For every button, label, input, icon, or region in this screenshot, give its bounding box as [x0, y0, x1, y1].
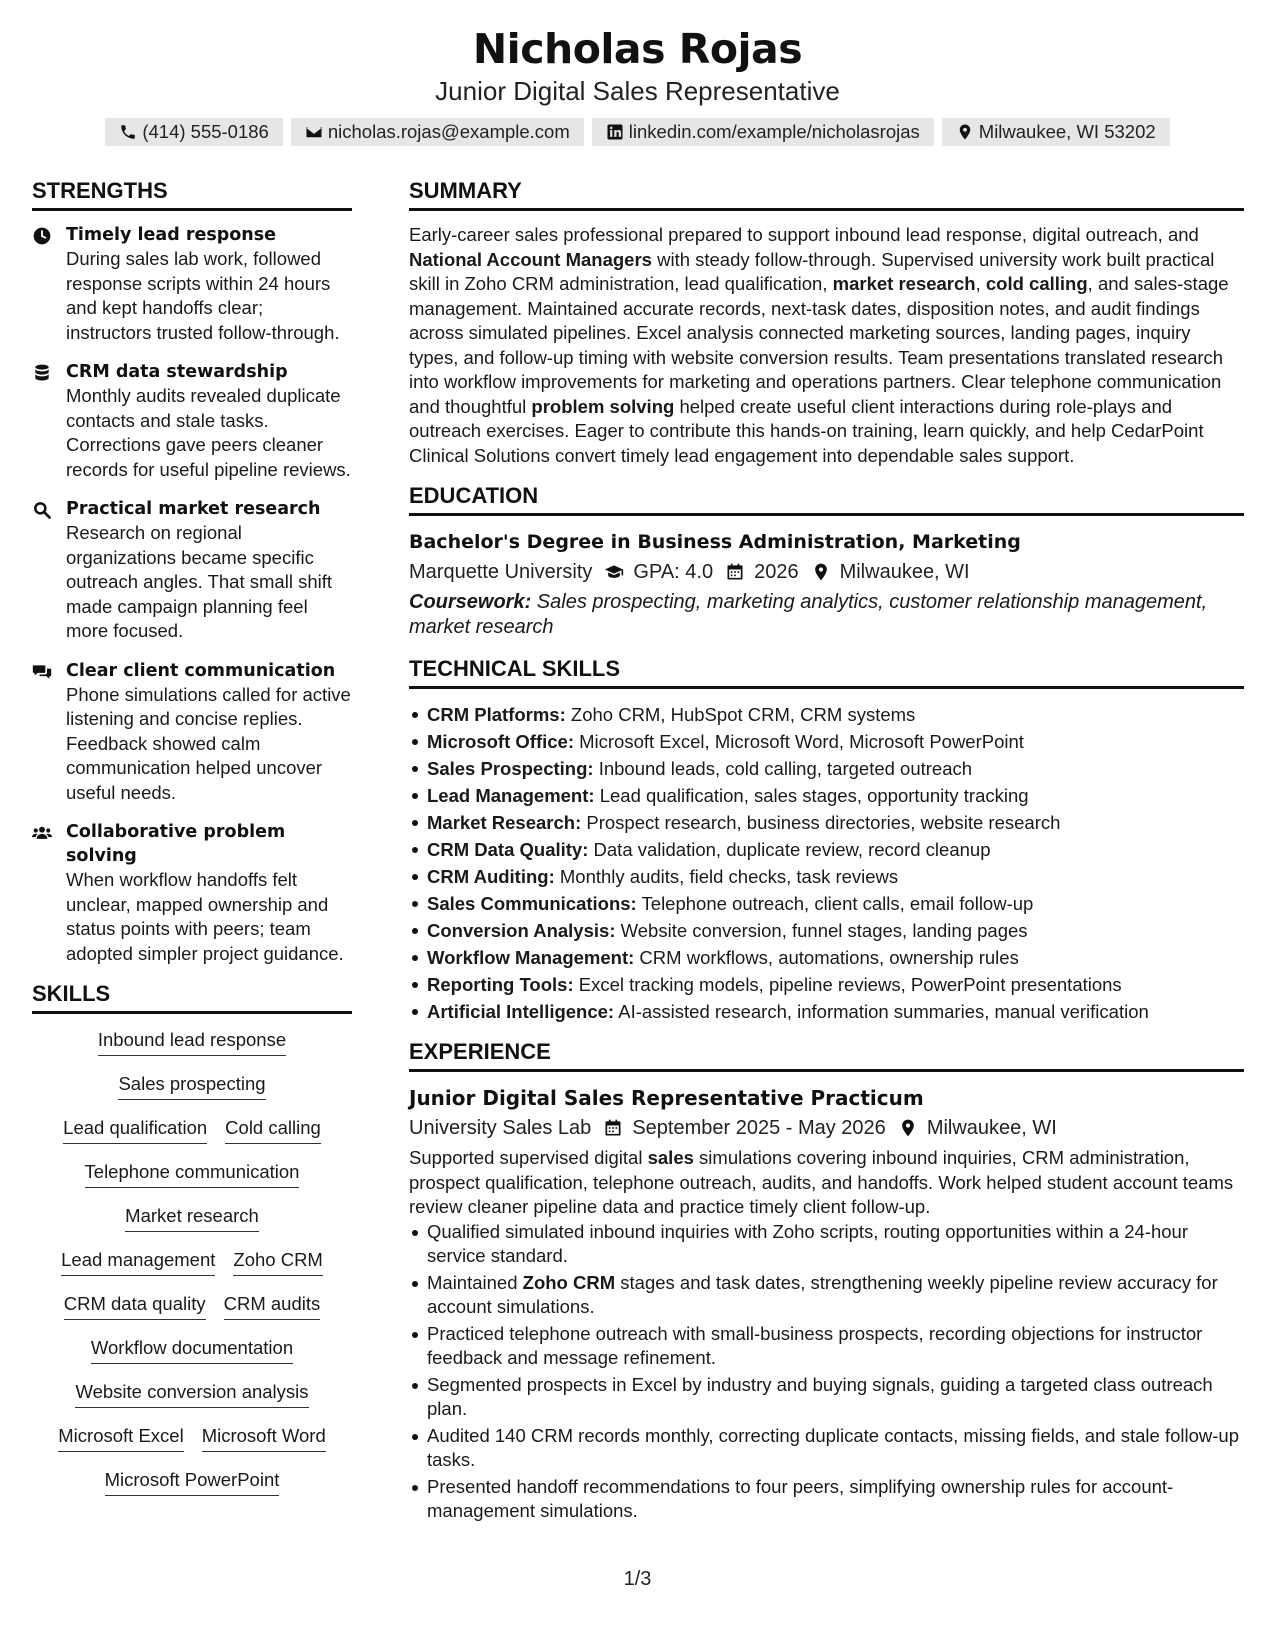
skill-tag: Website conversion analysis: [75, 1380, 308, 1408]
skill-tag: Workflow documentation: [91, 1336, 293, 1364]
strength-title: Timely lead response: [66, 225, 277, 245]
list-item: [409, 782, 1244, 809]
skills-heading: SKILLS: [32, 981, 352, 1014]
job-bullets: [409, 1220, 1244, 1524]
job-title: Junior Digital Sales Representative Practicum: [409, 1086, 924, 1110]
summary-seg: helped create useful client interactions during role-plays and outreach exercises. Eager to contribute this hands-on training, learn quickly, and help CedarPoint Clinical Solutions convert timely lead engagement into dependable sales support.: [409, 395, 1204, 466]
tech-label: Conversion Analysis:: [427, 920, 616, 941]
tech-value: CRM workflows, automations, ownership rules: [634, 947, 1019, 968]
list-item: [409, 809, 1244, 836]
skill-tag: Lead management: [61, 1248, 215, 1276]
bullet-seg: stages and task dates, strengthening weekly pipeline review accuracy for account simulations.: [427, 1271, 1218, 1317]
list-item: [409, 998, 1244, 1025]
tech-label: Microsoft Office:: [427, 731, 574, 752]
strength-item: [32, 497, 352, 644]
candidate-title: Junior Digital Sales Representative: [435, 76, 840, 106]
education-meta: [409, 556, 1244, 588]
list-item: [409, 728, 1244, 755]
skill-tag: Cold calling: [225, 1116, 321, 1144]
clock-icon: [32, 226, 52, 246]
tech-label: CRM Data Quality:: [427, 839, 589, 860]
contact-email[interactable]: [291, 118, 584, 146]
tech-value: Website conversion, funnel stages, landing pages: [615, 920, 1028, 941]
strength-item: [32, 659, 352, 806]
coursework-label: Coursework:: [409, 591, 532, 613]
linkedin-icon: [606, 123, 624, 141]
contact-bar: [0, 118, 1275, 146]
skill-tag: CRM audits: [224, 1292, 321, 1320]
desc-seg: simulations covering inbound inquiries, CRM administration, prospect qualification, telephone outreach, audits, and handoffs. Work helped student account teams review cleaner pipeline data and practice timely client follow-up.: [409, 1147, 1234, 1217]
strength-title: Collaborative problem solving: [66, 822, 286, 866]
degree-title: Bachelor's Degree in Business Administration, Marketing: [409, 531, 1021, 553]
bullet-seg: Audited 140 CRM records monthly, correcting duplicate contacts, missing fields, and stale follow-up tasks.: [427, 1424, 1239, 1470]
tech-value: Monthly audits, field checks, task reviews: [554, 866, 899, 887]
summary-seg: National Account Managers: [409, 248, 652, 270]
graduation-cap-icon: [604, 562, 624, 582]
summary-seg: Early-career sales professional prepared to support inbound lead response, digital outreach, and: [409, 224, 1199, 245]
strength-item: [32, 820, 352, 966]
tech-label: CRM Auditing:: [427, 866, 555, 887]
summary-seg: cold calling: [985, 273, 1088, 294]
tech-label: Workflow Management:: [427, 947, 635, 968]
skill-tag: CRM data quality: [64, 1292, 206, 1320]
tech-label: Reporting Tools:: [427, 974, 574, 995]
job-org: University Sales Lab: [409, 1117, 592, 1139]
coursework: [409, 590, 1244, 640]
search-icon: [32, 500, 52, 520]
strength-item: [32, 360, 352, 482]
contact-phone[interactable]: [105, 118, 283, 146]
tech-label: Market Research:: [427, 812, 582, 833]
phone-text: (414) 555-0186: [142, 121, 269, 142]
skill-tag: Sales prospecting: [118, 1072, 265, 1100]
skill-tag: Microsoft Word: [202, 1424, 326, 1452]
summary-heading: SUMMARY: [409, 178, 1244, 211]
tech-value: Inbound leads, cold calling, targeted outreach: [593, 758, 973, 779]
candidate-name: Nicholas Rojas: [472, 25, 803, 73]
tech-value: Excel tracking models, pipeline reviews, PowerPoint presentations: [573, 974, 1122, 995]
technical-skills-list: [409, 701, 1244, 1025]
left-column: [32, 178, 352, 1512]
envelope-icon: [305, 123, 323, 141]
school-name: Marquette University: [409, 561, 593, 583]
job-dates: September 2025 - May 2026: [632, 1117, 886, 1139]
summary-text: [409, 223, 1244, 468]
list-item: [409, 1220, 1244, 1269]
strength-desc: During sales lab work, followed response scripts within 24 hours and kept handoffs clear; instructors trusted follow-through.: [66, 248, 340, 343]
skill-tag: Zoho CRM: [233, 1248, 322, 1276]
map-pin-icon: [898, 1118, 918, 1138]
comments-icon: [32, 662, 52, 682]
database-icon: [32, 363, 52, 383]
job-description: [409, 1146, 1244, 1220]
tech-label: Lead Management:: [427, 785, 595, 806]
tech-value: Data validation, duplicate review, record cleanup: [588, 839, 991, 860]
list-item: [409, 1271, 1244, 1320]
calendar-icon: [725, 562, 745, 582]
list-item: [409, 971, 1244, 998]
experience-heading: EXPERIENCE: [409, 1039, 1244, 1072]
tech-label: Sales Prospecting:: [427, 758, 594, 779]
summary-seg: market research: [832, 273, 976, 294]
location-text: Milwaukee, WI 53202: [978, 121, 1156, 142]
tech-value: AI-assisted research, information summaries, manual verification: [614, 1001, 1149, 1022]
phone-icon: [119, 123, 137, 141]
coursework-text: Sales prospecting, marketing analytics, customer relationship management, market research: [409, 591, 1208, 638]
tech-label: Artificial Intelligence:: [427, 1001, 615, 1022]
list-item: [409, 944, 1244, 971]
tech-label: CRM Platforms:: [427, 704, 566, 725]
map-pin-icon: [811, 562, 831, 582]
strength-title: CRM data stewardship: [66, 362, 288, 382]
bullet-seg: Practiced telephone outreach with small-business prospects, recording objections for instructor feedback and message refinement.: [427, 1322, 1203, 1368]
contact-linkedin[interactable]: [592, 118, 934, 146]
bullet-seg: Presented handoff recommendations to four peers, simplifying ownership rules for account-management simulations.: [427, 1475, 1174, 1521]
summary-seg: problem solving: [531, 395, 675, 417]
bullet-seg: Qualified simulated inbound inquiries with Zoho scripts, routing opportunities within a 24-hour service standard.: [427, 1220, 1188, 1266]
skill-tag: Market research: [125, 1204, 259, 1232]
tech-value: Lead qualification, sales stages, opportunity tracking: [594, 785, 1029, 806]
tech-value: Microsoft Excel, Microsoft Word, Microsoft PowerPoint: [573, 731, 1024, 752]
list-item: [409, 836, 1244, 863]
bullet-seg: Maintained: [427, 1271, 523, 1293]
skill-tag: Microsoft PowerPoint: [105, 1468, 280, 1496]
page-number: 1/3: [623, 1568, 652, 1590]
list-item: [409, 863, 1244, 890]
email-text: nicholas.rojas@example.com: [327, 121, 570, 142]
list-item: [409, 701, 1244, 728]
list-item: [409, 755, 1244, 782]
right-column: [409, 178, 1244, 1526]
skills-list: [32, 1028, 352, 1512]
summary-seg: ,: [975, 273, 986, 294]
job-location: Milwaukee, WI: [926, 1117, 1057, 1139]
job-meta: [409, 1112, 1244, 1144]
graduation-year: 2026: [754, 561, 799, 583]
skill-tag: Microsoft Excel: [58, 1424, 183, 1452]
gpa-text: GPA: 4.0: [633, 561, 714, 583]
list-item: [409, 890, 1244, 917]
linkedin-text: linkedin.com/example/nicholasrojas: [628, 121, 920, 142]
tech-value: Zoho CRM, HubSpot CRM, CRM systems: [565, 704, 916, 725]
summary-seg: , and sales-stage management. Maintained accurate records, next-task dates, disposition notes, and audit findings across simulated pipelines. Excel analysis connected marketing sources, landing pages, inquiry types, and follow-up timing with website conversion results. Team presentations translated research into workflow improvements for marketing and operations partners. Clear telephone communication and thoughtful: [409, 273, 1229, 417]
bullet-seg: Zoho CRM: [522, 1271, 616, 1293]
calendar-icon: [603, 1118, 623, 1138]
strength-desc: Research on regional organizations became specific outreach angles. That small shift made campaign planning feel more focused.: [66, 522, 332, 641]
strength-title: Clear client communication: [66, 660, 336, 681]
users-icon: [32, 823, 52, 843]
strength-desc: When workflow handoffs felt unclear, mapped ownership and status points with peers; team adopted simpler project guidance.: [66, 869, 344, 964]
strength-desc: Phone simulations called for active listening and concise replies. Feedback showed calm communication helped uncover useful needs.: [66, 683, 351, 803]
tech-value: Telephone outreach, client calls, email follow-up: [636, 893, 1034, 914]
technical-skills-heading: TECHNICAL SKILLS: [409, 656, 1244, 689]
strengths-heading: STRENGTHS: [32, 178, 352, 211]
education-heading: EDUCATION: [409, 483, 1244, 516]
strength-title: Practical market research: [66, 499, 321, 519]
skill-tag: Lead qualification: [63, 1116, 207, 1144]
resume-header: [0, 0, 1275, 146]
desc-seg: sales: [647, 1147, 694, 1168]
list-item: [409, 1475, 1244, 1524]
list-item: [409, 917, 1244, 944]
skill-tag: Telephone communication: [85, 1160, 300, 1188]
skill-tag: Inbound lead response: [98, 1028, 286, 1056]
bullet-seg: Segmented prospects in Excel by industry and buying signals, guiding a targeted class outreach plan.: [427, 1373, 1213, 1419]
strength-item: [32, 223, 352, 345]
tech-value: Prospect research, business directories, website research: [581, 812, 1061, 833]
tech-label: Sales Communications:: [427, 893, 637, 914]
list-item: [409, 1322, 1244, 1371]
desc-seg: Supported supervised digital: [409, 1147, 648, 1168]
school-location: Milwaukee, WI: [839, 561, 970, 583]
summary-seg: with steady follow-through. Supervised university work built practical skill in Zoho CRM administration, lead qualification,: [409, 248, 1215, 294]
contact-location: [942, 118, 1170, 146]
strength-desc: Monthly audits revealed duplicate contacts and stale tasks. Corrections gave peers cleaner records for useful pipeline reviews.: [66, 385, 351, 480]
list-item: [409, 1424, 1244, 1473]
map-pin-icon: [956, 123, 974, 141]
list-item: [409, 1373, 1244, 1422]
